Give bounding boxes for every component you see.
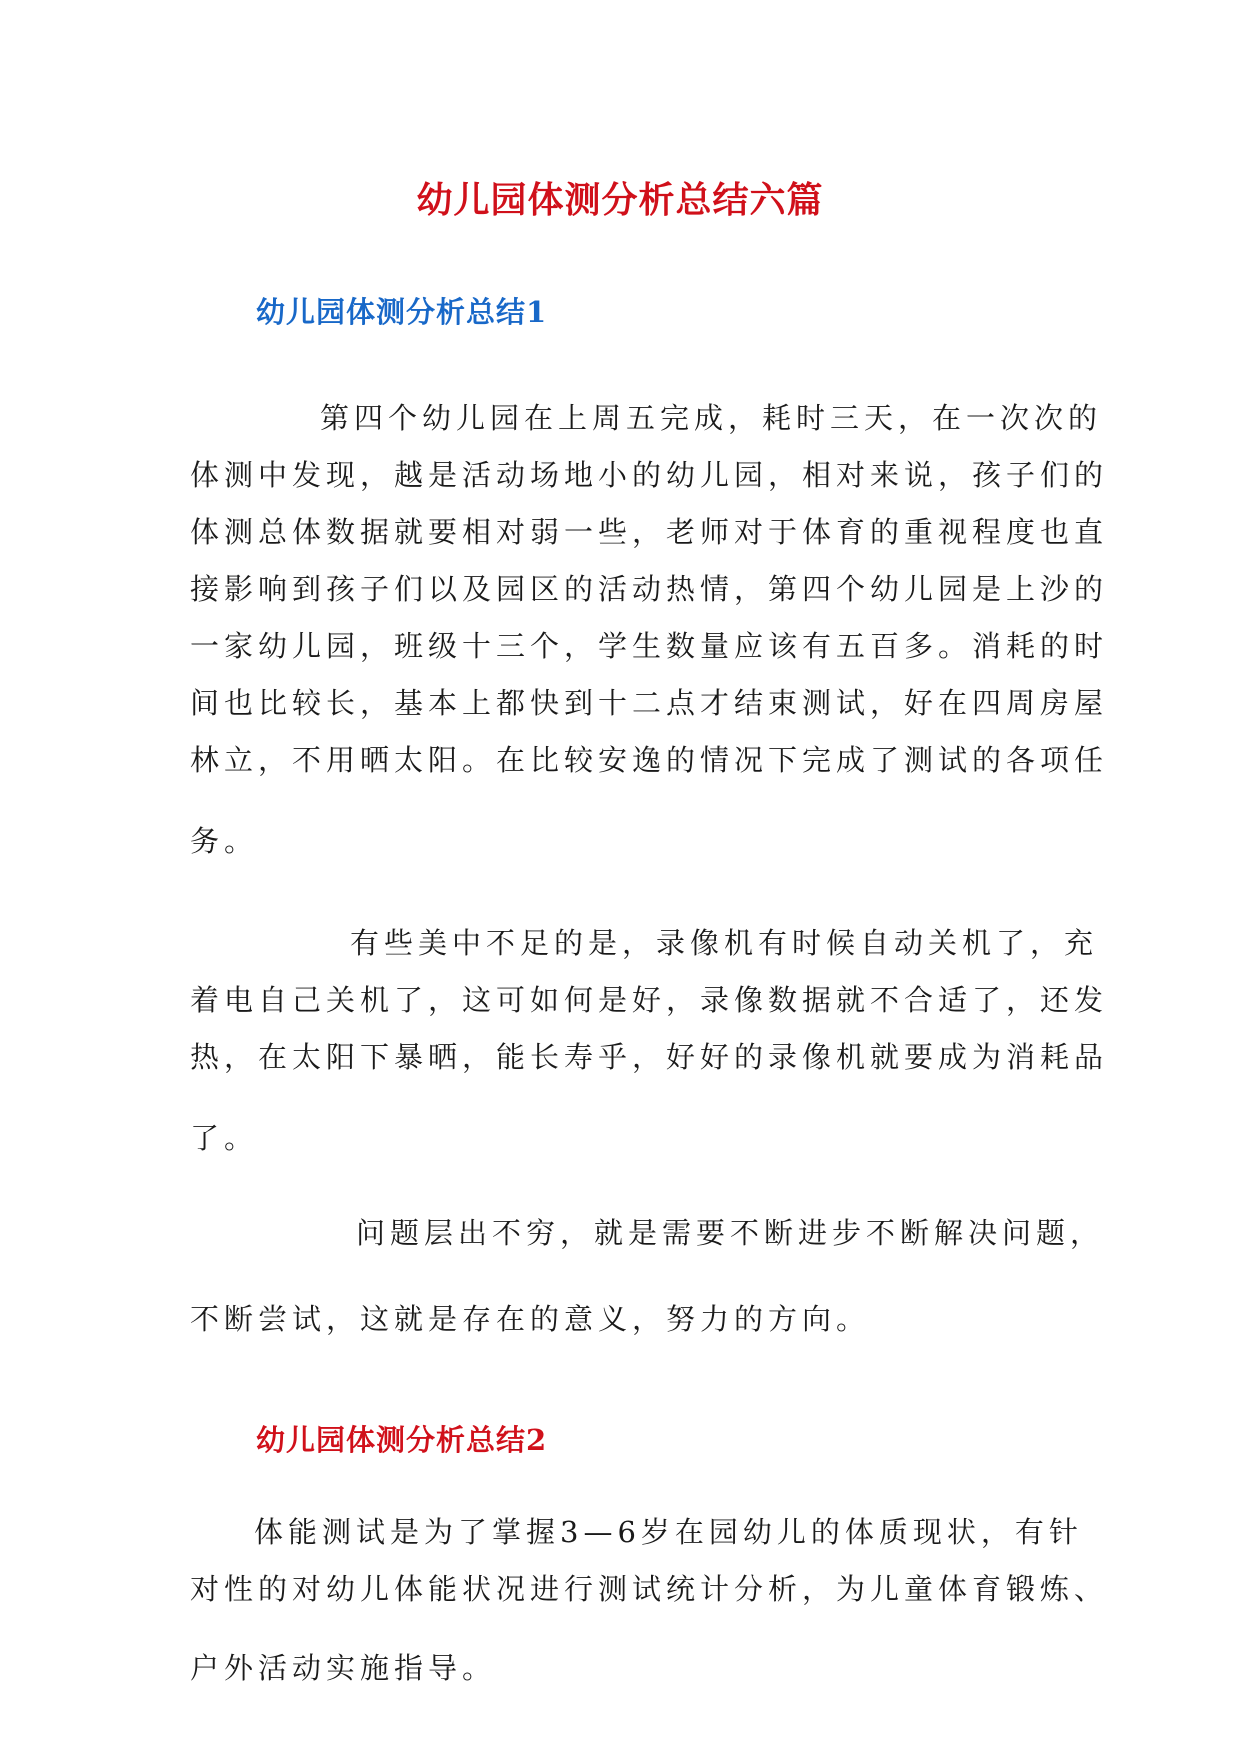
paragraph-line: 不断尝试，这就是存在的意义，努力的方向。 <box>190 1302 871 1336</box>
paragraph-line: 体能测试是为了掌握3—6岁在园幼儿的体质现状，有针 <box>254 1515 1083 1549</box>
section-heading-1: 幼儿园体测分析总结1 <box>256 295 548 329</box>
paragraph-3 <box>190 1205 1105 1376</box>
paragraph-line: 体测中发现，越是活动场地小的幼儿园，相对来说，孩子们的 <box>190 458 1109 492</box>
paragraph-line: 林立，不用晒太阳。在比较安逸的情况下完成了测试的各项任 <box>190 743 1109 777</box>
paragraph-line: 了。 <box>190 1121 259 1155</box>
paragraph-line: 务。 <box>190 824 259 858</box>
document-title: 幼儿园体测分析总结六篇 <box>416 179 824 221</box>
paragraph-line: 热，在太阳下暴晒，能长寿乎，好好的录像机就要成为消耗品 <box>190 1040 1109 1074</box>
paragraph-line: 体测总体数据就要相对弱一些，老师对于体育的重视程度也直 <box>190 515 1109 549</box>
paragraph-line: 户外活动实施指导。 <box>190 1651 497 1685</box>
paragraph-line: 接影响到孩子们以及园区的活动热情，第四个幼儿园是上沙的 <box>190 572 1109 606</box>
paragraph-line: 问题层出不穷，就是需要不断进步不断解决问题， <box>356 1216 1105 1250</box>
section-heading-2: 幼儿园体测分析总结2 <box>256 1423 548 1457</box>
paragraph-line: 间也比较长，基本上都快到十二点才结束测试，好在四周房屋 <box>190 686 1109 720</box>
paragraph-1 <box>190 390 1109 869</box>
paragraph-line: 一家幼儿园，班级十三个，学生数量应该有五百多。消耗的时 <box>190 629 1109 663</box>
paragraph-line: 第四个幼儿园在上周五完成，耗时三天，在一次次的 <box>320 401 1103 435</box>
paragraph-line: 着电自己关机了，这可如何是好，录像数据就不合适了，还发 <box>190 983 1109 1017</box>
paragraph-line: 有些美中不足的是，录像机有时候自动关机了，充 <box>350 926 1099 960</box>
paragraph-line: 对性的对幼儿体能状况进行测试统计分析，为儿童体育锻炼、 <box>190 1572 1109 1606</box>
paragraph-4 <box>190 1504 1109 1718</box>
paragraph-2 <box>190 915 1109 1166</box>
